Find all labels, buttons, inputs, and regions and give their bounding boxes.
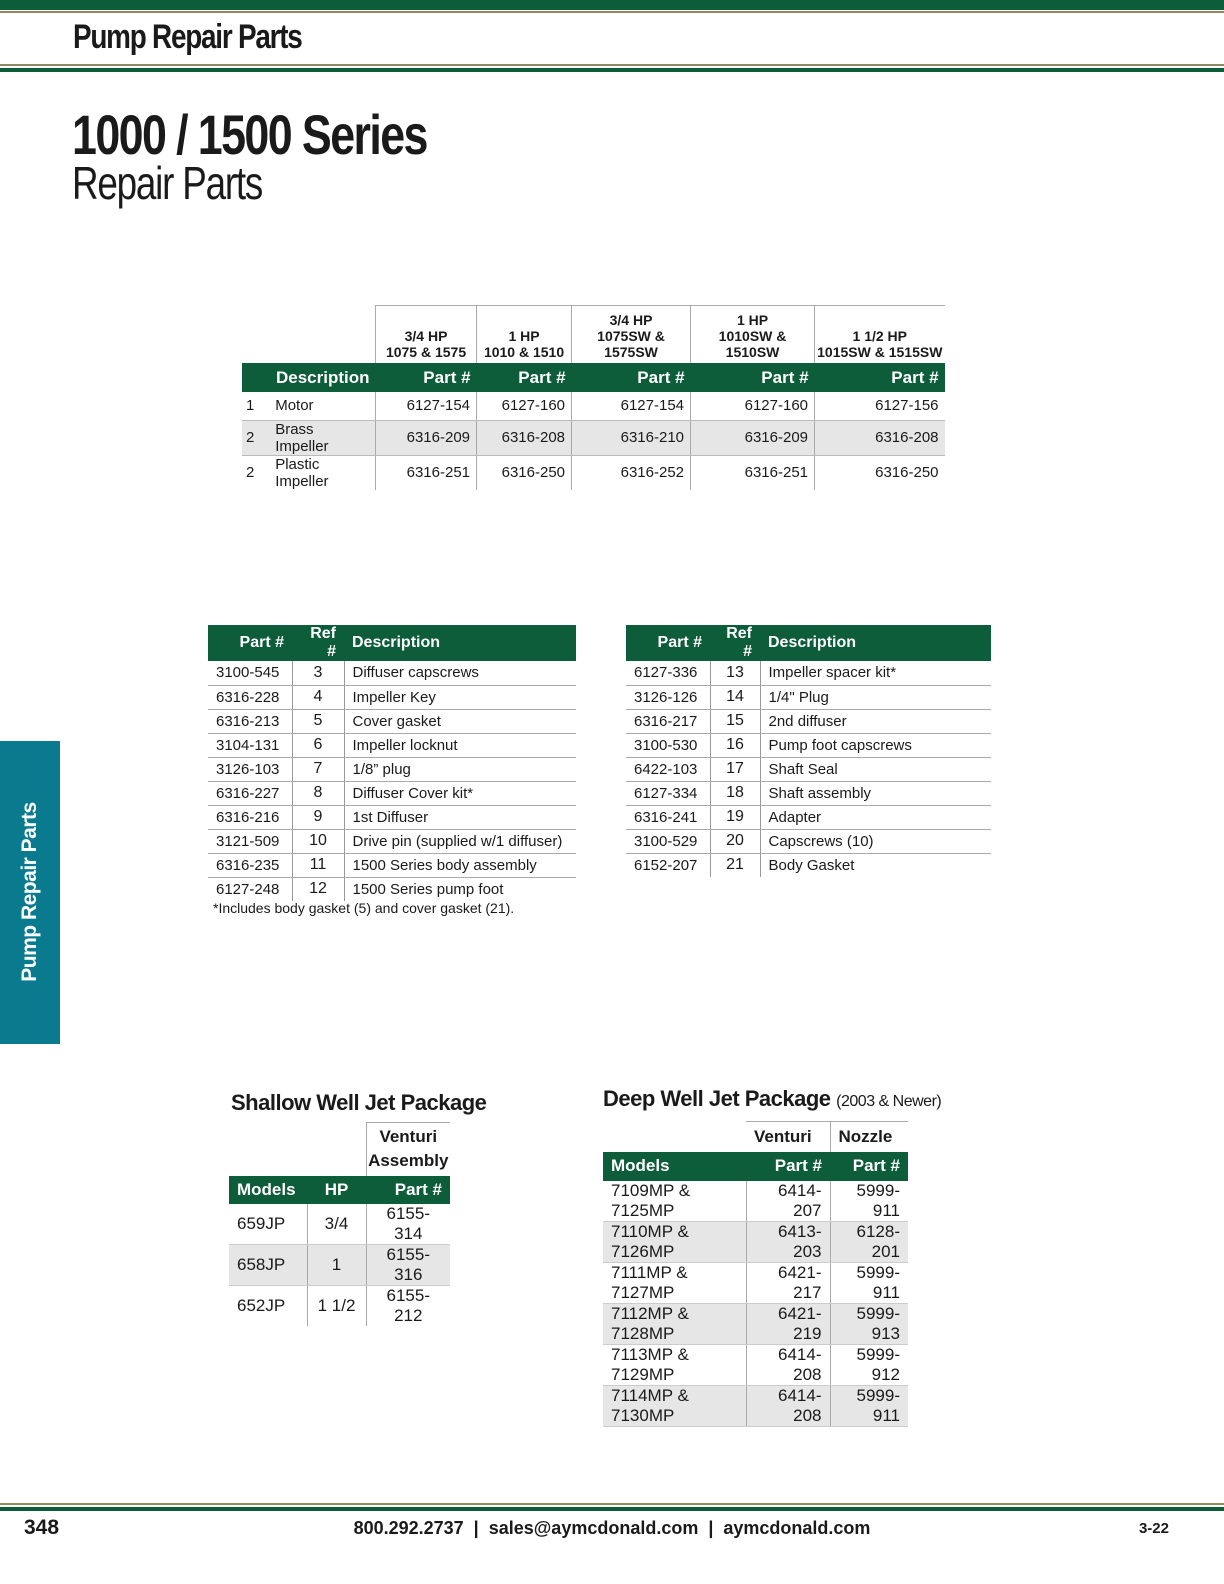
ref-number-cell: 21 [710, 853, 760, 877]
nozzle-cell: 5999-912 [830, 1344, 908, 1385]
hp-column-header: 1 HP 1010 & 1510 [477, 306, 572, 364]
ref-number-cell: 14 [710, 685, 760, 709]
ref-number-cell: 8 [292, 781, 344, 805]
motor-impeller-table [242, 305, 945, 490]
description-cell: Impeller locknut [344, 733, 576, 757]
description-cell: 2nd diffuser [760, 709, 991, 733]
table-row [603, 1262, 908, 1303]
table-row [626, 733, 991, 757]
ref-number-cell: 15 [710, 709, 760, 733]
table-row [626, 685, 991, 709]
hp-column-header: 3/4 HP 1075 & 1575 [376, 306, 477, 364]
side-tab-label: Pump Repair Parts [18, 802, 41, 982]
venturi-assembly-label: Venturi Assembly [366, 1123, 450, 1177]
part-header: Part # [376, 363, 477, 392]
venturi-cell: 6414-207 [746, 1181, 830, 1222]
nozzle-label: Nozzle [830, 1122, 908, 1152]
table-row [208, 709, 576, 733]
part-header: Part # [572, 363, 691, 392]
description-cell: Impeller spacer kit* [760, 661, 991, 685]
models-header: Models [603, 1152, 746, 1181]
nozzle-cell: 6128-201 [830, 1221, 908, 1262]
part-number-cell: 6422-103 [626, 757, 710, 781]
table-row: 659JP 3/4 6155-314 [229, 1204, 450, 1245]
nozzle-cell: 5999-911 [830, 1181, 908, 1222]
table-row: 652JP 1 1/2 6155-212 [237, 1286, 430, 1325]
page-subtitle: Repair Parts [72, 157, 263, 209]
part-number-cell: 3100-529 [626, 829, 710, 853]
description-cell: Capscrews (10) [760, 829, 991, 853]
footer-rule-thin [0, 1503, 1224, 1505]
part-number-cell: 3100-545 [208, 661, 292, 685]
part-number-cell: 6127-334 [626, 781, 710, 805]
part-number-header: Part # [626, 625, 710, 661]
hp-column-header: 1 HP 1010SW & 1510SW [691, 306, 815, 364]
description-header: Description [760, 625, 991, 661]
part-number-cell: 6152-207 [634, 856, 698, 874]
table-row: 658JP 1 6155-316 [229, 1245, 450, 1286]
header-title: Pump Repair Parts [73, 18, 302, 56]
model-cell: 7110MP & 7126MP [603, 1221, 746, 1262]
table-row [626, 781, 991, 805]
description-cell: 1500 Series body assembly [344, 853, 576, 877]
ref-number-cell: 7 [292, 757, 344, 781]
table-row [626, 853, 991, 877]
venturi-cell: 6414-208 [746, 1344, 830, 1385]
description-cell: Cover gasket [344, 709, 576, 733]
revision-code: 3-22 [1138, 1520, 1169, 1537]
venturi-part-header: Part # [746, 1152, 830, 1181]
part-header: Part # [477, 363, 572, 392]
ref-number-cell: 17 [710, 757, 760, 781]
part-header: Part # [691, 363, 815, 392]
deep-pre-blank [603, 1122, 746, 1152]
table-row [626, 661, 991, 685]
nozzle-cell: 5999-911 [830, 1262, 908, 1303]
contact-info: 800.292.2737 | sales@aymcdonald.com | aymcdonald.com [353, 1518, 871, 1538]
description-cell: Body Gasket [768, 856, 855, 874]
deep-well-table [603, 1121, 908, 1427]
header-rule-thin [0, 64, 1224, 66]
part-number-cell: 6316-217 [626, 709, 710, 733]
table-row [603, 1385, 908, 1426]
description-header: Description [344, 625, 576, 661]
description-cell: Shaft assembly [760, 781, 991, 805]
part-number-cell: 6316-228 [208, 685, 292, 709]
hp-column-header: 3/4 HP 1075SW & 1575SW [572, 306, 691, 364]
table-row [208, 853, 576, 877]
description-cell: Pump foot capscrews [760, 733, 991, 757]
table-row [626, 829, 991, 853]
ref-number-cell: 13 [710, 661, 760, 685]
table-row [208, 757, 576, 781]
description-cell: Adapter [760, 805, 991, 829]
header-top-rule [0, 11, 1224, 13]
part-number-cell: 3104-131 [208, 733, 292, 757]
table-row [208, 781, 576, 805]
parts-table-right [626, 625, 991, 877]
header-top-bar [0, 0, 1224, 10]
table-row [603, 1221, 908, 1262]
venturi-cell: 6413-203 [746, 1221, 830, 1262]
venturi-cell: 6414-208 [746, 1385, 830, 1426]
description-cell: 1/8” plug [344, 757, 576, 781]
shallow-well-table [229, 1122, 450, 1326]
ref-number-cell: 9 [292, 805, 344, 829]
shallow-pre-blank [229, 1123, 366, 1177]
page-number: 348 [24, 1516, 60, 1539]
part-number-cell: 3126-103 [208, 757, 292, 781]
part-header: Part # [366, 1176, 450, 1204]
header-rule-thick [0, 68, 1224, 72]
ref-number-cell: 11 [292, 853, 344, 877]
deep-well-title: Deep Well Jet Package (2003 & Newer) [603, 1086, 942, 1111]
table-row [208, 805, 576, 829]
table-row [626, 757, 991, 781]
shallow-well-title: Shallow Well Jet Package [231, 1090, 487, 1115]
hp-header: HP [307, 1176, 366, 1204]
footer-rule-thick [0, 1507, 1224, 1511]
table-row [603, 1344, 908, 1385]
table-row [626, 709, 991, 733]
table-row: 1 Motor 6127-154 6127-160 6127-154 6127-160 6127-156 [242, 392, 945, 420]
parts-table-left [208, 625, 576, 901]
part-number-header: Part # [208, 625, 292, 661]
ref-number-cell: 4 [292, 685, 344, 709]
part-number-cell: 6316-227 [208, 781, 292, 805]
description-cell: Drive pin (supplied w/1 diffuser) [344, 829, 576, 853]
nozzle-cell: 5999-913 [830, 1303, 908, 1344]
model-cell: 7111MP & 7127MP [603, 1262, 746, 1303]
table-row [208, 661, 576, 685]
description-cell: Impeller Key [344, 685, 576, 709]
ref-number-cell: 12 [292, 877, 344, 901]
table-row [626, 805, 991, 829]
hp-column-header: 1 1/2 HP 1015SW & 1515SW [815, 306, 945, 364]
part-number-cell: 3126-126 [626, 685, 710, 709]
hp-header-blank [242, 306, 376, 364]
part-number-cell: 6127-336 [626, 661, 710, 685]
model-cell: 7113MP & 7129MP [603, 1344, 746, 1385]
description-header: Description [242, 363, 376, 392]
part-number-cell: 3100-530 [626, 733, 710, 757]
table-row: 2 Plastic Impeller 6316-251 6316-250 6316-252 6316-251 6316-250 [246, 455, 939, 490]
table-row [208, 829, 576, 853]
ref-number-cell: 20 [710, 829, 760, 853]
table-row [603, 1303, 908, 1344]
deep-well-title-note: (2003 & Newer) [836, 1093, 942, 1110]
ref-number-cell: 5 [292, 709, 344, 733]
table-row [603, 1181, 908, 1222]
description-cell: Diffuser Cover kit* [344, 781, 576, 805]
footnote: *Includes body gasket (5) and cover gasket (21). [213, 900, 515, 916]
venturi-label: Venturi [746, 1122, 830, 1152]
part-header: Part # [815, 363, 945, 392]
part-number-cell: 6316-216 [208, 805, 292, 829]
table-row [208, 877, 576, 901]
part-number-cell: 6316-241 [626, 805, 710, 829]
page-title: 1000 / 1500 Series [72, 103, 427, 166]
ref-number-header: Ref # [292, 625, 344, 661]
ref-number-cell: 19 [710, 805, 760, 829]
ref-number-header: Ref # [710, 625, 760, 661]
description-cell: 1500 Series pump foot [352, 880, 504, 898]
description-cell: 1/4" Plug [760, 685, 991, 709]
venturi-cell: 6421-219 [746, 1303, 830, 1344]
part-number-cell: 6127-248 [216, 880, 280, 898]
nozzle-part-header: Part # [830, 1152, 908, 1181]
part-number-cell: 6316-213 [208, 709, 292, 733]
description-cell: 1st Diffuser [344, 805, 576, 829]
ref-number-cell: 18 [710, 781, 760, 805]
description-cell: Shaft Seal [760, 757, 991, 781]
table-row: 2 Brass Impeller 6316-209 6316-208 6316-210 6316-209 6316-208 [242, 420, 945, 455]
ref-number-cell: 3 [292, 661, 344, 685]
side-tab [0, 741, 60, 1044]
part-number-cell: 3121-509 [208, 829, 292, 853]
table-row [208, 733, 576, 757]
venturi-cell: 6421-217 [746, 1262, 830, 1303]
model-cell: 7112MP & 7128MP [603, 1303, 746, 1344]
model-cell: 7109MP & 7125MP [603, 1181, 746, 1222]
description-cell: Diffuser capscrews [344, 661, 576, 685]
ref-number-cell: 16 [710, 733, 760, 757]
table-row [208, 685, 576, 709]
ref-number-cell: 10 [292, 829, 344, 853]
model-cell: 7114MP & 7130MP [603, 1385, 746, 1426]
models-header: Models [229, 1176, 307, 1204]
nozzle-cell: 5999-911 [830, 1385, 908, 1426]
part-number-cell: 6316-235 [208, 853, 292, 877]
ref-number-cell: 6 [292, 733, 344, 757]
